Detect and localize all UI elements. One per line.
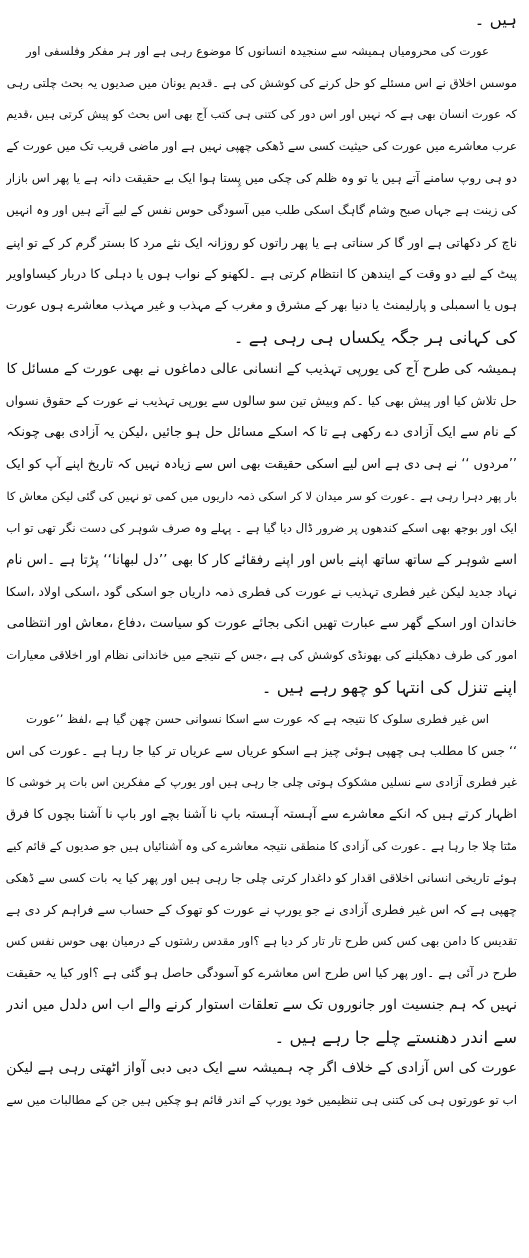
text-line: کی زینت ہے جہاں صبح وشام گاہگ اسکی طلب میں آسودگی حوس نفس کے لیے آتے ہیں اور وہ انہیں [6,202,517,217]
text-line: ’’مردوں ‘‘ نے ہی دی ہے اس لیے اسکی حقیقت بھی اس سے زیادہ نہیں کہ تاریخ اپنے آپ کو ایک [6,457,517,473]
text-line: ناچ کر دکھاتی ہے اور گا کر سناتی ہے یا پھر راتوں کو روزانہ ایک نئے مرد کا بستر گرم کر کے تو اپنے [6,234,517,250]
text-line: کی کہانی ہر جگہ یکساں ہی رہی ہے ۔ [233,327,517,347]
text-line: ہیں ۔ [474,10,517,29]
text-line: عورت کی محرومیاں ہمیشہ سے سنجیدہ انسانوں کا موضوع رہی ہے اور ہر مفکر وفلسفی اور [26,43,489,58]
text-line: تقدیس کا دامن بھی کس کس طرح تار تار کر دیا ہے ؟اور مقدس رشتوں کے درمیان بھی حوس نفس کس [6,934,517,949]
paragraph [6,354,517,704]
paragraph [6,704,517,1054]
text-line: دو ہی روپ سامنے آتے ہیں یا تو وہ ظلم کی چکی میں پِستا ہوا ایک بے حقیقت دانہ ہے یا پھر اس بازار [6,170,517,185]
text-line: کہ عورت انسان بھی ہے کہ نہیں اور اس دور کی کتنی ہی کتب آج بھی اس بحث کو پیش کرتی ہیں ،قدیم [6,107,517,122]
text-line: نہاد جدید لیکن غیر فطری تہذیب نے عورت کی فطری ذمہ داریاں جو اسکی گود ،اسکی اولاد ،اسکا [6,584,517,600]
text-line: سے اندر دھنستے چلے جا رہے ہیں ۔ [274,1027,517,1047]
paragraph [6,4,517,36]
text-line: خاندان اور اسکے گھر سے عبارت تھیں انکی بجائے عورت کو سیاست ،دفاع ،معاش اور انتظامی [6,616,517,632]
text-line: امور کی طرف دھکیلنے کی بھونڈی کوشش کی ہے ،جس کے نتیجے میں خاندانی نظام اور اخلاقی معیارات [6,647,517,662]
text-line: عورت کی اس آزادی کے خلاف اگر چہ ہمیشہ سے ایک دبی دبی آواز اٹھتی رہی ہے لیکن [6,1060,517,1077]
text-line: طرح در آئی ہے ۔اور پھر کیا اس طرح اس معاشرے کو آسودگی حاصل ہو گئی ہے ؟اور کیا یہ حقیقت [6,965,517,980]
text-line: بار پھر دہرا رہی ہے ۔عورت کو سر میدان لا کر اسکی ذمہ داریوں میں کمی تو نہیں کی گئی لیکن معاش کا [6,488,517,503]
text-line: اس غیر فطری سلوک کا نتیجہ ہے کہ عورت سے اسکا نسوانی حسن چھن گیا ہے ،لفظ ’’عورت [25,711,489,726]
text-line: اسے شوہر کے ساتھ ساتھ اپنے باس اور اپنے رفقائے کار کا بھی ’’دل لبھانا‘‘ پڑتا ہے ۔اس نام [6,551,517,568]
text-line: اب تو عورتوں ہی کی کتنی ہی تنظیمیں خود یورپ کے اندر قائم ہو چکیں ہیں جن کے مطالبات میں سے [6,1093,517,1108]
text-line: موسس اخلاق نے اس مسئلے کو حل کرنے کی کوشش کی ہے ۔قدیم یونان میں صدیوں یہ بحث چلتی رہی [6,75,517,90]
text-line: ہوں یا اسمبلی و پارلیمنٹ یا دنیا بھر کے مشرق و مغرب کے مہذب و غیر مہذب معاشرے ہوں عورت [6,298,517,313]
text-line: غیر فطری آزادی سے نسلیں مشکوک ہوتی چلی جا رہی ہیں اور یورپ کے مفکرین اس بات پر خوشی کا [6,775,517,790]
text-line: حل تلاش کیا اور پیش بھی کیا ۔کم وبیش تین سو سالوں سے یورپی تہذیب نے عورت کے حقوق نسواں [6,393,517,408]
text-line: نہیں کہ ہم جنسیت اور جانوروں تک سے تعلقات استوار کرنے والے اب اس دلدل میں اندر [6,996,517,1013]
text-line: عرب معاشرے میں عورت کی حیثیت کسی سے ڈھکی چھپی نہیں ہے اور ماضی قریب تک میں عورت کے [6,139,517,154]
urdu-article-body [6,4,517,1117]
text-line: اظہار کرتے ہیں کہ انکے معاشرے سے آہستہ آہستہ باپ نا آشنا بچے اور باپ نا آشنا بچوں کا فرق [6,806,517,822]
text-line: کے نام سے ایک آزادی دے رکھی ہے تا کہ اسکے مسائل حل ہو جائیں ،لیکن یہ آزادی بھی چونکہ [6,425,517,441]
paragraph [6,36,517,354]
text-line: ہوئے تاریخی انسانی اخلاقی اقدار کو داغدار کرتی چلی جا رہی ہیں اور پھر کیا یہ بات کسی سے ڈھکی [6,870,517,885]
paragraph [6,1053,517,1117]
text-line: مٹتا چلا جا رہا ہے ۔عورت کی آزادی کا منطقی نتیجہ معاشرے کی وہ آشنائیاں ہیں جو صدیوں کے قائم کیے [6,838,517,853]
text-line: پیٹ کے لیے دو وقت کے ایندھن کا انتظام کرتی ہے ۔لکھنو کے نواب ہوں یا دہلی کا دربار کیساواویر [6,266,517,282]
text-line: چھپی ہے کہ اس غیر فطری آزادی نے جو یورپ نے عورت کو تھوک کے حساب سے فراہم کر دی ہے [6,902,517,918]
text-line: ایک اور بوجھ بھی اسکے کندھوں پر ضرور ڈال دیا گیا ہے ۔ پہلے وہ صرف شوہر کی دست نگر تھی تو اب [6,520,517,535]
text-line: ‘‘ جس کا مطلب ہی چھپی ہوئی چیز ہے اسکو عریاں سے عریاں تر کیا جا رہا ہے ۔عورت کی اس [6,743,517,759]
text-line: ہمیشہ کی طرح آج کی یورپی تہذیب کے انسانی عالی دماغوں نے بھی عورت کے مسائل کا [6,360,517,377]
text-line: اپنے تنزل کی انتہا کو چھو رہے ہیں ۔ [261,677,517,697]
